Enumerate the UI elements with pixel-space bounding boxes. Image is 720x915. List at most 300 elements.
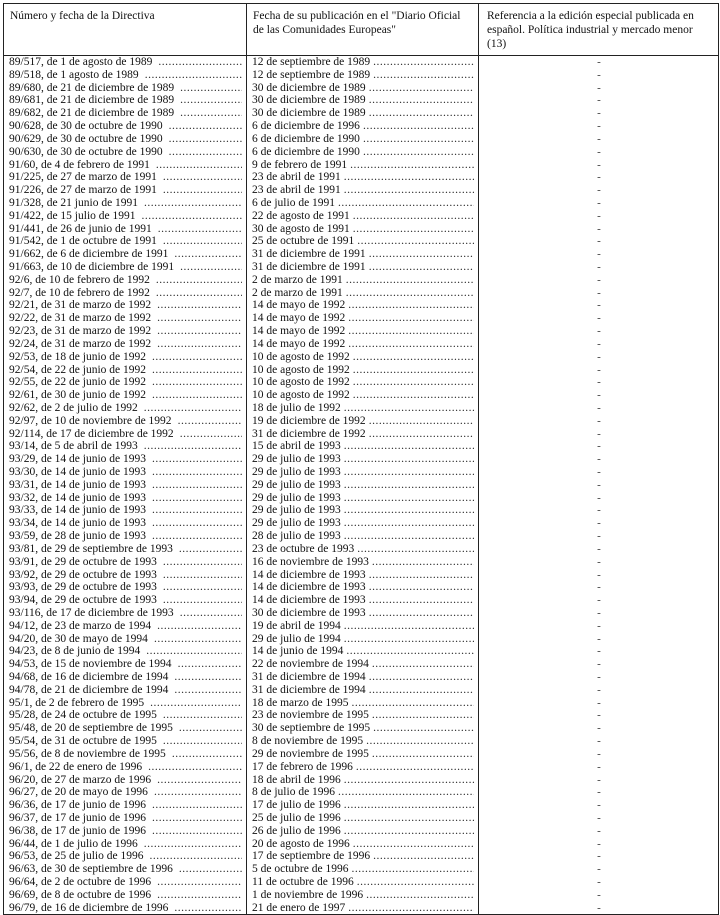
referencia-cell: - <box>479 889 719 902</box>
referencia-cell: - <box>479 902 719 915</box>
directiva-cell <box>4 235 247 248</box>
leader-dots <box>152 530 242 543</box>
publicacion-text: 2 de marzo de 1991 <box>252 273 343 286</box>
table-row <box>4 453 719 466</box>
directiva-text: 92/62, de 2 de julio de 1992 <box>9 401 138 414</box>
publicacion-cell <box>247 850 479 863</box>
leader-dots <box>346 274 474 287</box>
publicacion-cell <box>247 402 479 415</box>
table-row <box>4 645 719 658</box>
publicacion-cell <box>247 735 479 748</box>
leader-dots <box>344 620 474 633</box>
publicacion-text: 6 de diciembre de 1990 <box>252 132 360 145</box>
leader-dots <box>156 287 242 300</box>
leader-dots <box>353 351 474 364</box>
leader-dots <box>372 658 474 671</box>
publicacion-cell <box>247 569 479 582</box>
leader-dots <box>180 607 242 620</box>
table-row <box>4 184 719 197</box>
referencia-cell: - <box>479 56 719 69</box>
directiva-cell <box>4 453 247 466</box>
directiva-text: 89/680, de 21 de diciembre de 1989 <box>9 81 175 94</box>
directiva-text: 95/48, de 20 de septiembre de 1995 <box>9 722 173 735</box>
header-directiva: Número y fecha de la Directiva <box>4 4 247 56</box>
table-row <box>4 440 719 453</box>
publicacion-cell <box>247 479 479 492</box>
publicacion-text: 25 de julio de 1996 <box>252 811 341 824</box>
table-row <box>4 376 719 389</box>
table-row <box>4 94 719 107</box>
directiva-cell <box>4 159 247 172</box>
directiva-text: 93/91, de 29 de octubre de 1993 <box>9 555 157 568</box>
table-row <box>4 517 719 530</box>
directiva-cell <box>4 287 247 300</box>
leader-dots <box>344 825 474 838</box>
publicacion-text: 15 de abril de 1993 <box>252 440 341 453</box>
table-row <box>4 107 719 120</box>
publicacion-text: 26 de julio de 1996 <box>252 824 341 837</box>
publicacion-cell <box>247 492 479 505</box>
leader-dots <box>148 761 242 774</box>
directiva-text: 91/441, de 26 de junio de 1991 <box>9 222 152 235</box>
directiva-text: 89/681, de 21 de diciembre de 1989 <box>9 94 175 107</box>
publicacion-cell <box>247 556 479 569</box>
directiva-cell <box>4 402 247 415</box>
publicacion-text: 14 de mayo de 1992 <box>252 325 346 338</box>
publicacion-cell <box>247 159 479 172</box>
table-body <box>4 56 719 915</box>
directiva-cell <box>4 146 247 159</box>
referencia-cell: - <box>479 799 719 812</box>
referencia-cell: - <box>479 312 719 325</box>
table-row <box>4 569 719 582</box>
directiva-cell <box>4 709 247 722</box>
publicacion-text: 22 de agosto de 1991 <box>252 209 350 222</box>
publicacion-text: 18 de julio de 1992 <box>252 401 341 414</box>
table-row <box>4 274 719 287</box>
publicacion-cell <box>247 415 479 428</box>
directiva-cell <box>4 312 247 325</box>
table-row <box>4 312 719 325</box>
table-row <box>4 248 719 261</box>
leader-dots <box>344 799 474 812</box>
table-row <box>4 428 719 441</box>
publicacion-text: 29 de julio de 1993 <box>252 478 341 491</box>
referencia-cell: - <box>479 697 719 710</box>
leader-dots <box>344 492 474 505</box>
publicacion-text: 29 de julio de 1994 <box>252 632 341 645</box>
referencia-cell: - <box>479 633 719 646</box>
referencia-cell: - <box>479 658 719 671</box>
publicacion-cell <box>247 876 479 889</box>
publicacion-cell <box>247 364 479 377</box>
publicacion-text: 18 de marzo de 1995 <box>252 696 349 709</box>
referencia-cell: - <box>479 825 719 838</box>
referencia-cell: - <box>479 761 719 774</box>
directiva-text: 94/23, de 8 de junio de 1994 <box>9 645 141 658</box>
publicacion-cell <box>247 658 479 671</box>
referencia-cell: - <box>479 504 719 517</box>
publicacion-cell <box>247 146 479 159</box>
directiva-cell <box>4 133 247 146</box>
table-row <box>4 825 719 838</box>
publicacion-text: 12 de septiembre de 1989 <box>252 68 371 81</box>
directiva-text: 92/6, de 10 de febrero de 1992 <box>9 273 150 286</box>
referencia-cell: - <box>479 159 719 172</box>
table-row <box>4 133 719 146</box>
leader-dots <box>350 159 474 172</box>
publicacion-text: 31 de diciembre de 1994 <box>252 671 366 683</box>
leader-dots <box>157 889 242 902</box>
directiva-cell <box>4 889 247 902</box>
leader-dots <box>157 312 242 325</box>
referencia-cell: - <box>479 876 719 889</box>
directiva-cell <box>4 248 247 261</box>
leader-dots <box>372 709 474 722</box>
directiva-cell <box>4 850 247 863</box>
referencia-cell: - <box>479 171 719 184</box>
directiva-cell <box>4 517 247 530</box>
publicacion-cell <box>247 543 479 556</box>
leader-dots <box>373 56 474 69</box>
directiva-text: 93/14, de 5 de abril de 1993 <box>9 440 138 453</box>
publicacion-text: 29 de julio de 1993 <box>252 504 341 517</box>
directiva-cell <box>4 581 247 594</box>
publicacion-text: 23 de abril de 1991 <box>252 184 341 197</box>
directiva-cell <box>4 338 247 351</box>
publicacion-text: 1 de noviembre de 1996 <box>252 888 364 901</box>
directiva-cell <box>4 748 247 761</box>
directiva-cell <box>4 543 247 556</box>
publicacion-cell <box>247 748 479 761</box>
directiva-text: 92/22, de 31 de marzo de 1992 <box>9 312 152 325</box>
leader-dots <box>344 530 474 543</box>
directiva-text: 92/53, de 18 de junio de 1992 <box>9 350 147 363</box>
leader-dots <box>157 325 242 338</box>
referencia-cell: - <box>479 850 719 863</box>
referencia-cell: - <box>479 492 719 505</box>
leader-dots <box>163 594 242 607</box>
referencia-cell: - <box>479 569 719 582</box>
leader-dots <box>169 120 242 133</box>
referencia-cell: - <box>479 594 719 607</box>
directiva-text: 92/114, de 17 de diciembre de 1992 <box>9 427 174 440</box>
publicacion-cell <box>247 261 479 274</box>
leader-dots <box>174 902 242 915</box>
table-row <box>4 838 719 851</box>
table-row <box>4 620 719 633</box>
directiva-cell <box>4 171 247 184</box>
table-row <box>4 633 719 646</box>
directiva-cell <box>4 658 247 671</box>
leader-dots <box>357 543 474 556</box>
publicacion-text: 14 de diciembre de 1993 <box>252 581 366 594</box>
publicacion-text: 19 de diciembre de 1992 <box>252 414 366 427</box>
directiva-cell <box>4 620 247 633</box>
leader-dots <box>157 338 242 351</box>
referencia-cell: - <box>479 235 719 248</box>
directiva-text: 92/55, de 22 de junio de 1992 <box>9 376 147 389</box>
publicacion-text: 8 de noviembre de 1995 <box>252 735 364 748</box>
directiva-cell <box>4 120 247 133</box>
directiva-text: 94/78, de 21 de diciembre de 1994 <box>9 683 169 696</box>
directiva-cell <box>4 376 247 389</box>
referencia-cell: - <box>479 863 719 876</box>
leader-dots <box>348 902 474 915</box>
publicacion-text: 14 de diciembre de 1993 <box>252 568 366 581</box>
publicacion-cell <box>247 338 479 351</box>
table-row <box>4 120 719 133</box>
directiva-text: 89/682, de 21 de diciembre de 1989 <box>9 107 175 120</box>
directiva-cell <box>4 82 247 95</box>
leader-dots <box>152 351 242 364</box>
leader-dots <box>372 556 474 569</box>
table-row <box>4 82 719 95</box>
leader-dots <box>152 492 242 505</box>
leader-dots <box>344 517 474 530</box>
directiva-cell <box>4 786 247 799</box>
directiva-cell <box>4 838 247 851</box>
directiva-text: 93/33, de 14 de junio de 1993 <box>9 504 147 517</box>
table-row <box>4 543 719 556</box>
publicacion-text: 10 de agosto de 1992 <box>252 389 350 402</box>
directiva-cell <box>4 184 247 197</box>
publicacion-cell <box>247 184 479 197</box>
leader-dots <box>169 133 242 146</box>
referencia-cell: - <box>479 299 719 312</box>
publicacion-text: 31 de diciembre de 1991 <box>252 261 366 273</box>
table-row <box>4 658 719 671</box>
table-row <box>4 479 719 492</box>
directiva-cell <box>4 607 247 620</box>
leader-dots <box>353 389 474 402</box>
publicacion-text: 30 de diciembre de 1993 <box>252 606 366 619</box>
directiva-text: 93/30, de 14 de junio de 1993 <box>9 466 147 478</box>
leader-dots <box>357 235 474 248</box>
referencia-cell: - <box>479 389 719 402</box>
leader-dots <box>344 466 474 479</box>
referencia-cell: - <box>479 248 719 261</box>
publicacion-cell <box>247 684 479 697</box>
table-row <box>4 671 719 684</box>
publicacion-text: 14 de diciembre de 1993 <box>252 594 366 607</box>
referencia-cell: - <box>479 517 719 530</box>
leader-dots <box>351 863 474 876</box>
publicacion-text: 10 de agosto de 1992 <box>252 376 350 389</box>
table-row <box>4 325 719 338</box>
referencia-cell: - <box>479 556 719 569</box>
publicacion-cell <box>247 633 479 646</box>
referencia-cell: - <box>479 69 719 82</box>
leader-dots <box>357 876 474 889</box>
leader-dots <box>152 376 242 389</box>
publicacion-text: 23 de noviembre de 1995 <box>252 709 369 722</box>
publicacion-text: 6 de diciembre de 1996 <box>252 120 360 133</box>
table-row <box>4 735 719 748</box>
directiva-text: 89/518, de 1 agosto de 1989 <box>9 68 139 81</box>
leader-dots <box>366 889 474 902</box>
leader-dots <box>344 774 474 787</box>
directiva-text: 95/56, de 8 de noviembre de 1995 <box>9 747 166 760</box>
publicacion-text: 22 de noviembre de 1994 <box>252 658 369 671</box>
publicacion-text: 30 de agosto de 1991 <box>252 222 350 235</box>
publicacion-cell <box>247 235 479 248</box>
directiva-text: 92/7, de 10 de febrero de 1992 <box>9 286 150 299</box>
table-row <box>4 863 719 876</box>
publicacion-text: 23 de abril de 1991 <box>252 171 341 184</box>
publicacion-cell <box>247 671 479 684</box>
leader-dots <box>144 197 242 210</box>
publicacion-cell <box>247 107 479 120</box>
publicacion-text: 21 de enero de 1997 <box>252 901 346 914</box>
directiva-cell <box>4 735 247 748</box>
directiva-cell <box>4 56 247 69</box>
directiva-text: 96/20, de 27 de marzo de 1996 <box>9 773 152 786</box>
referencia-cell: - <box>479 722 719 735</box>
publicacion-text: 25 de octubre de 1991 <box>252 235 355 248</box>
table-row <box>4 287 719 300</box>
table-row <box>4 684 719 697</box>
directiva-text: 90/630, de 30 de octubre de 1990 <box>9 145 163 158</box>
directiva-text: 96/63, de 30 de septiembre de 1996 <box>9 863 173 876</box>
leader-dots <box>344 171 474 184</box>
table-row <box>4 902 719 915</box>
leader-dots <box>369 82 474 95</box>
directives-table <box>3 3 719 915</box>
referencia-cell: - <box>479 261 719 274</box>
publicacion-cell <box>247 709 479 722</box>
publicacion-text: 18 de abril de 1996 <box>252 773 341 786</box>
leader-dots <box>346 645 474 658</box>
leader-dots <box>152 364 242 377</box>
leader-dots <box>157 876 242 889</box>
referencia-cell: - <box>479 684 719 697</box>
leader-dots <box>152 799 242 812</box>
referencia-cell: - <box>479 107 719 120</box>
publicacion-text: 29 de julio de 1993 <box>252 491 341 504</box>
referencia-cell: - <box>479 466 719 479</box>
leader-dots <box>163 581 242 594</box>
directiva-text: 91/225, de 27 de marzo de 1991 <box>9 171 157 184</box>
publicacion-cell <box>247 902 479 915</box>
publicacion-text: 11 de octubre de 1996 <box>252 876 354 888</box>
leader-dots <box>338 197 474 210</box>
directiva-text: 96/38, de 17 de junio de 1996 <box>9 824 147 837</box>
publicacion-cell <box>247 312 479 325</box>
leader-dots <box>363 146 474 159</box>
leader-dots <box>157 299 242 312</box>
publicacion-cell <box>247 722 479 735</box>
publicacion-text: 31 de diciembre de 1994 <box>252 683 366 696</box>
directiva-cell <box>4 299 247 312</box>
leader-dots <box>369 594 474 607</box>
leader-dots <box>344 479 474 492</box>
publicacion-text: 10 de agosto de 1992 <box>252 363 350 376</box>
directiva-cell <box>4 876 247 889</box>
directiva-text: 92/54, de 22 de junio de 1992 <box>9 363 147 376</box>
leader-dots <box>344 440 474 453</box>
leader-dots <box>369 607 474 620</box>
directiva-cell <box>4 645 247 658</box>
referencia-cell: - <box>479 120 719 133</box>
leader-dots <box>152 479 242 492</box>
referencia-cell: - <box>479 210 719 223</box>
referencia-cell: - <box>479 82 719 95</box>
directiva-text: 91/662, de 6 de diciembre de 1991 <box>9 248 169 261</box>
publicacion-text: 9 de febrero de 1991 <box>252 158 348 171</box>
leader-dots <box>174 671 242 684</box>
directiva-cell <box>4 863 247 876</box>
referencia-cell: - <box>479 351 719 364</box>
referencia-cell: - <box>479 607 719 620</box>
leader-dots <box>180 428 242 441</box>
directiva-text: 89/517, de 1 de agosto de 1989 <box>9 56 153 68</box>
leader-dots <box>344 402 474 415</box>
leader-dots <box>369 248 474 261</box>
table-header-row <box>4 4 719 56</box>
leader-dots <box>180 261 242 274</box>
directiva-text: 96/27, de 20 de mayo de 1996 <box>9 786 148 799</box>
leader-dots <box>369 261 474 274</box>
referencia-cell: - <box>479 735 719 748</box>
publicacion-cell <box>247 581 479 594</box>
leader-dots <box>369 94 474 107</box>
publicacion-cell <box>247 210 479 223</box>
table-row <box>4 722 719 735</box>
directiva-text: 93/116, de 17 de diciembre de 1993 <box>9 606 174 619</box>
leader-dots <box>152 504 242 517</box>
leader-dots <box>353 376 474 389</box>
table-row <box>4 338 719 351</box>
publicacion-cell <box>247 56 479 69</box>
publicacion-cell <box>247 466 479 479</box>
table-row <box>4 351 719 364</box>
directiva-cell <box>4 530 247 543</box>
publicacion-cell <box>247 697 479 710</box>
publicacion-text: 14 de mayo de 1992 <box>252 299 346 312</box>
leader-dots <box>348 312 474 325</box>
publicacion-cell <box>247 351 479 364</box>
directiva-cell <box>4 415 247 428</box>
leader-dots <box>158 223 242 236</box>
leader-dots <box>351 697 474 710</box>
directiva-cell <box>4 825 247 838</box>
directiva-cell <box>4 671 247 684</box>
leader-dots <box>344 812 474 825</box>
publicacion-cell <box>247 287 479 300</box>
table-row <box>4 415 719 428</box>
directiva-text: 92/24, de 31 de marzo de 1992 <box>9 337 152 350</box>
publicacion-text: 5 de octubre de 1996 <box>252 863 349 876</box>
directiva-cell <box>4 440 247 453</box>
publicacion-text: 16 de noviembre de 1993 <box>252 555 369 568</box>
table-row <box>4 812 719 825</box>
directiva-text: 96/44, de 1 de julio de 1996 <box>9 837 138 850</box>
publicacion-cell <box>247 645 479 658</box>
leader-dots <box>369 428 474 441</box>
directiva-cell <box>4 428 247 441</box>
table-row <box>4 607 719 620</box>
leader-dots <box>152 453 242 466</box>
leader-dots <box>163 709 242 722</box>
leader-dots <box>353 838 474 851</box>
leader-dots <box>144 838 242 851</box>
publicacion-cell <box>247 607 479 620</box>
directiva-cell <box>4 210 247 223</box>
table-row <box>4 466 719 479</box>
referencia-cell: - <box>479 133 719 146</box>
directiva-text: 91/328, de 21 junio de 1991 <box>9 196 139 209</box>
